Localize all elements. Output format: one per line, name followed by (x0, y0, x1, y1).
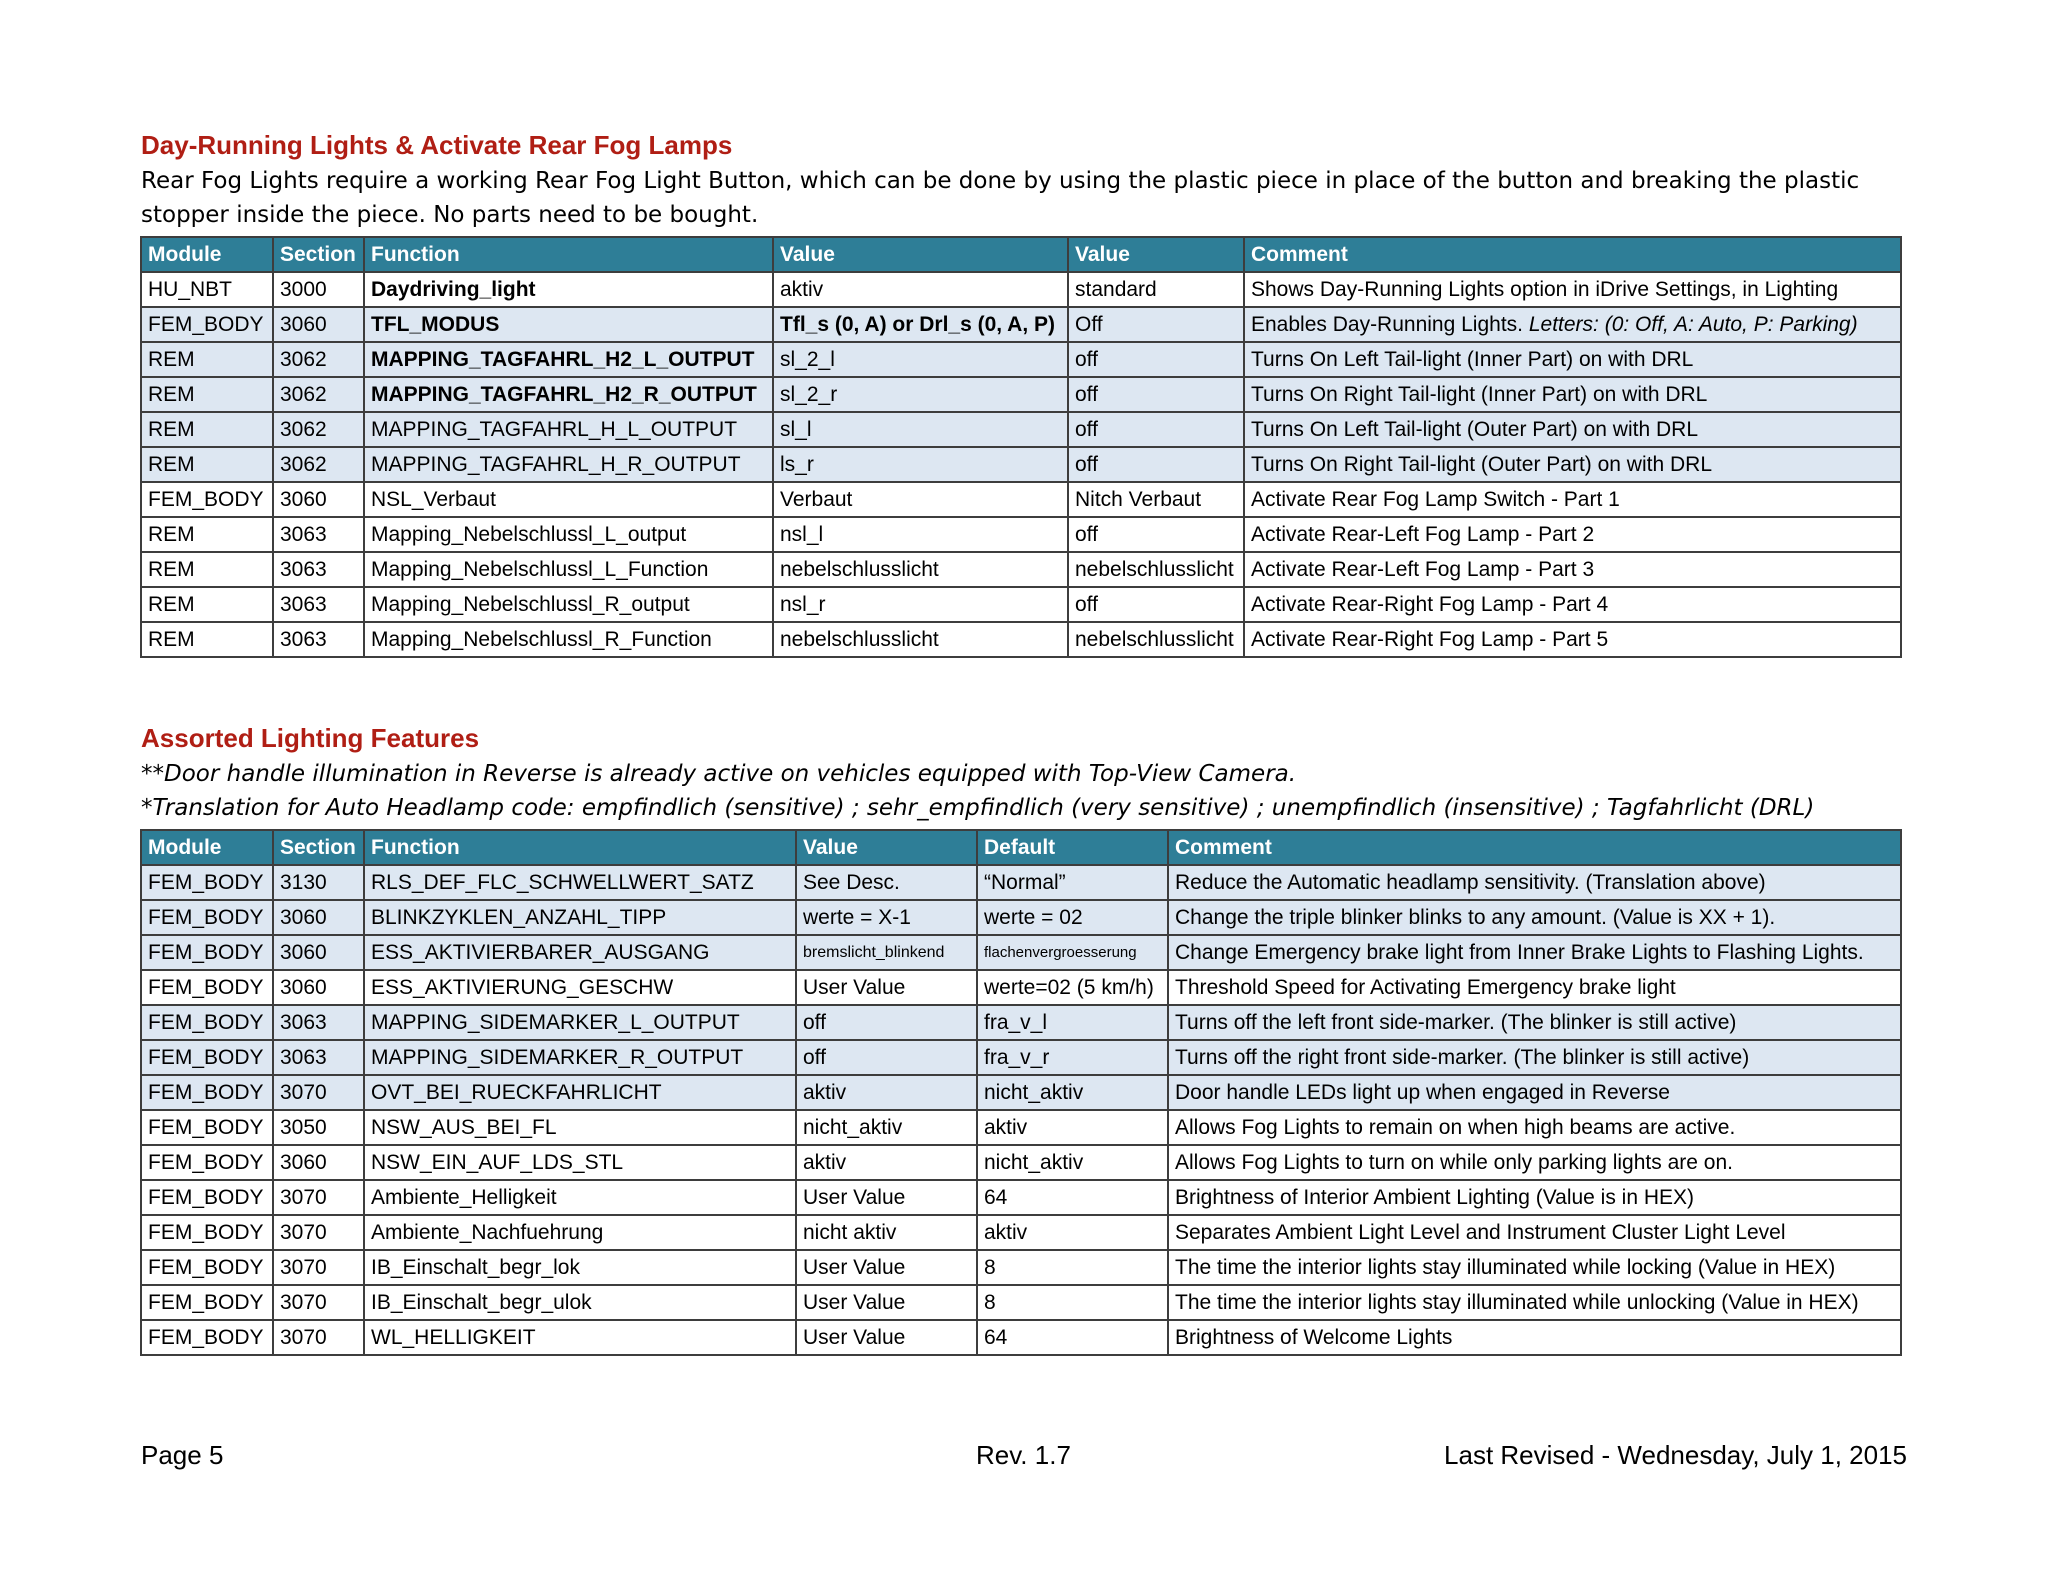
cell-value-2: off (1068, 447, 1244, 482)
header-section: Section (273, 237, 364, 272)
cell-function: IB_Einschalt_begr_ulok (364, 1285, 796, 1320)
cell-default: 64 (977, 1320, 1168, 1355)
cell-value: off (796, 1040, 977, 1075)
note-translation: *Translation for Auto Headlamp code: empfindlich (sensitive) ; sehr_empfindlich (very sensitive) ; unempfindlich (insensitive) ; Tagfahrlicht (DRL) (141, 795, 1815, 821)
cell-function: NSL_Verbaut (364, 482, 773, 517)
cell-function: MAPPING_TAGFAHRL_H2_L_OUTPUT (364, 342, 773, 377)
note-door-handle: **Door handle illumination in Reverse is already active on vehicles equipped with Top-View Camera. (141, 761, 1297, 787)
cell-value: nebelschlusslicht (773, 552, 1068, 587)
cell-value-2: off (1068, 377, 1244, 412)
cell-module: FEM_BODY (141, 482, 273, 517)
cell-function: MAPPING_SIDEMARKER_L_OUTPUT (364, 1005, 796, 1040)
table-row (141, 1180, 1901, 1215)
table-row (141, 482, 1901, 517)
cell-default: 8 (977, 1285, 1168, 1320)
cell-section: 3060 (273, 307, 364, 342)
table-row (141, 377, 1901, 412)
footer-last-revised: Last Revised - Wednesday, July 1, 2015 (1444, 1440, 1907, 1470)
cell-default: aktiv (977, 1215, 1168, 1250)
table-row (141, 1040, 1901, 1075)
cell-section: 3070 (273, 1180, 364, 1215)
cell-comment: Door handle LEDs light up when engaged in Reverse (1168, 1075, 1901, 1110)
cell-section: 3062 (273, 412, 364, 447)
cell-value: sl_2_l (773, 342, 1068, 377)
cell-module: REM (141, 552, 273, 587)
cell-section: 3000 (273, 272, 364, 307)
cell-function: Ambiente_Nachfuehrung (364, 1215, 796, 1250)
cell-function: Ambiente_Helligkeit (364, 1180, 796, 1215)
cell-value-2: off (1068, 517, 1244, 552)
cell-module: FEM_BODY (141, 307, 273, 342)
cell-module: FEM_BODY (141, 1040, 273, 1075)
cell-module: FEM_BODY (141, 1110, 273, 1145)
cell-module: FEM_BODY (141, 1320, 273, 1355)
table-header-row (141, 237, 1901, 272)
table-row (141, 1285, 1901, 1320)
table-row (141, 970, 1901, 1005)
cell-module: FEM_BODY (141, 935, 273, 970)
cell-comment: Shows Day-Running Lights option in iDrive Settings, in Lighting (1244, 272, 1901, 307)
cell-value-2: off (1068, 587, 1244, 622)
cell-value: aktiv (796, 1075, 977, 1110)
cell-function: IB_Einschalt_begr_lok (364, 1250, 796, 1285)
table-row (141, 935, 1901, 970)
table-row (141, 865, 1901, 900)
table-row (141, 1075, 1901, 1110)
section-title-assorted: Assorted Lighting Features (141, 723, 480, 753)
table-header-row (141, 830, 1901, 865)
cell-comment: Change the triple blinker blinks to any amount. (Value is XX + 1). (1168, 900, 1901, 935)
cell-value: User Value (796, 1180, 977, 1215)
table-row (141, 517, 1901, 552)
cell-value-2: Off (1068, 307, 1244, 342)
cell-default: “Normal” (977, 865, 1168, 900)
cell-comment: Turns On Left Tail-light (Inner Part) on with DRL (1244, 342, 1901, 377)
cell-section: 3060 (273, 970, 364, 1005)
cell-value: sl_l (773, 412, 1068, 447)
cell-comment: Turns On Right Tail-light (Outer Part) on with DRL (1244, 447, 1901, 482)
cell-function: NSW_EIN_AUF_LDS_STL (364, 1145, 796, 1180)
cell-function: WL_HELLIGKEIT (364, 1320, 796, 1355)
cell-function: ESS_AKTIVIERUNG_GESCHW (364, 970, 796, 1005)
cell-value: nsl_l (773, 517, 1068, 552)
cell-value-2: standard (1068, 272, 1244, 307)
header-section: Section (273, 830, 364, 865)
cell-section: 3063 (273, 1040, 364, 1075)
table-row (141, 1005, 1901, 1040)
cell-value: User Value (796, 1250, 977, 1285)
table-row (141, 552, 1901, 587)
cell-value-2: Nitch Verbaut (1068, 482, 1244, 517)
footer-page-number: Page 5 (141, 1440, 224, 1470)
cell-section: 3063 (273, 587, 364, 622)
cell-section: 3070 (273, 1250, 364, 1285)
cell-function: TFL_MODUS (364, 307, 773, 342)
cell-section: 3062 (273, 447, 364, 482)
cell-value-2: nebelschlusslicht (1068, 552, 1244, 587)
cell-function: Mapping_Nebelschlussl_L_output (364, 517, 773, 552)
cell-comment: Separates Ambient Light Level and Instrument Cluster Light Level (1168, 1215, 1901, 1250)
cell-function: RLS_DEF_FLC_SCHWELLWERT_SATZ (364, 865, 796, 900)
cell-section: 3063 (273, 1005, 364, 1040)
cell-section: 3060 (273, 900, 364, 935)
cell-section: 3060 (273, 935, 364, 970)
cell-comment: Change Emergency brake light from Inner Brake Lights to Flashing Lights. (1168, 935, 1901, 970)
cell-value: nsl_r (773, 587, 1068, 622)
cell-function: Mapping_Nebelschlussl_L_Function (364, 552, 773, 587)
cell-value: werte = X-1 (796, 900, 977, 935)
header-module: Module (141, 237, 273, 272)
cell-default: fra_v_r (977, 1040, 1168, 1075)
cell-value-2: off (1068, 412, 1244, 447)
table-row (141, 587, 1901, 622)
cell-section: 3060 (273, 1145, 364, 1180)
table-row (141, 1320, 1901, 1355)
cell-function: MAPPING_TAGFAHRL_H_L_OUTPUT (364, 412, 773, 447)
comment-note: Letters: (0: Off, A: Auto, P: Parking) (1528, 312, 1858, 336)
cell-function: ESS_AKTIVIERBARER_AUSGANG (364, 935, 796, 970)
table-row (141, 1215, 1901, 1250)
cell-value: off (796, 1005, 977, 1040)
header-comment: Comment (1168, 830, 1901, 865)
cell-default: flachenvergroesserung (977, 935, 1168, 970)
header-function: Function (364, 830, 796, 865)
cell-value: bremslicht_blinkend (796, 935, 977, 970)
cell-module: FEM_BODY (141, 1005, 273, 1040)
cell-default: 64 (977, 1180, 1168, 1215)
cell-section: 3070 (273, 1075, 364, 1110)
cell-function: NSW_AUS_BEI_FL (364, 1110, 796, 1145)
cell-comment: Turns On Right Tail-light (Inner Part) on with DRL (1244, 377, 1901, 412)
cell-section: 3062 (273, 342, 364, 377)
section-title-drl: Day-Running Lights & Activate Rear Fog Lamps (141, 130, 733, 160)
cell-value: User Value (796, 970, 977, 1005)
cell-section: 3063 (273, 517, 364, 552)
cell-comment: Reduce the Automatic headlamp sensitivity. (Translation above) (1168, 865, 1901, 900)
cell-section: 3063 (273, 552, 364, 587)
header-default: Default (977, 830, 1168, 865)
cell-value: aktiv (796, 1145, 977, 1180)
comment-text: Enables Day-Running Lights. (1251, 312, 1523, 336)
cell-default: werte = 02 (977, 900, 1168, 935)
cell-default: nicht_aktiv (977, 1145, 1168, 1180)
cell-module: REM (141, 342, 273, 377)
cell-module: FEM_BODY (141, 1215, 273, 1250)
cell-comment: Brightness of Interior Ambient Lighting (Value is in HEX) (1168, 1180, 1901, 1215)
cell-section: 3070 (273, 1320, 364, 1355)
cell-section: 3070 (273, 1285, 364, 1320)
table-row (141, 447, 1901, 482)
cell-default: werte=02 (5 km/h) (977, 970, 1168, 1005)
cell-default: nicht_aktiv (977, 1075, 1168, 1110)
cell-default: 8 (977, 1250, 1168, 1285)
cell-value: nicht_aktiv (796, 1110, 977, 1145)
cell-value: User Value (796, 1285, 977, 1320)
cell-comment: Activate Rear-Left Fog Lamp - Part 2 (1244, 517, 1901, 552)
cell-function: MAPPING_TAGFAHRL_H2_R_OUTPUT (364, 377, 773, 412)
cell-value: ls_r (773, 447, 1068, 482)
cell-module: REM (141, 412, 273, 447)
table-row (141, 272, 1901, 307)
cell-section: 3062 (273, 377, 364, 412)
header-value-2: Value (1068, 237, 1244, 272)
table-row (141, 307, 1901, 342)
cell-value: User Value (796, 1320, 977, 1355)
cell-module: FEM_BODY (141, 865, 273, 900)
cell-comment: Activate Rear-Right Fog Lamp - Part 5 (1244, 622, 1901, 657)
cell-value: nicht aktiv (796, 1215, 977, 1250)
cell-section: 3050 (273, 1110, 364, 1145)
cell-comment: The time the interior lights stay illuminated while locking (Value in HEX) (1168, 1250, 1901, 1285)
cell-module: FEM_BODY (141, 1250, 273, 1285)
section-description-drl: Rear Fog Lights require a working Rear Fog Light Button, which can be done by using the plastic piece in place of the button and breaking the plastic stopper inside the piece. No parts need to be bought. (141, 168, 1860, 228)
cell-module: REM (141, 622, 273, 657)
header-value: Value (796, 830, 977, 865)
cell-function: OVT_BEI_RUECKFAHRLICHT (364, 1075, 796, 1110)
cell-function: Mapping_Nebelschlussl_R_Function (364, 622, 773, 657)
cell-value: Verbaut (773, 482, 1068, 517)
header-function: Function (364, 237, 773, 272)
cell-value-2: off (1068, 342, 1244, 377)
cell-value: See Desc. (796, 865, 977, 900)
cell-value: nebelschlusslicht (773, 622, 1068, 657)
cell-value: sl_2_r (773, 377, 1068, 412)
footer-revision: Rev. 1.7 (976, 1440, 1071, 1470)
table-row (141, 900, 1901, 935)
cell-function: Daydriving_light (364, 272, 773, 307)
cell-module: FEM_BODY (141, 900, 273, 935)
assorted-lighting-table (140, 829, 1902, 1356)
table-row (141, 1250, 1901, 1285)
cell-comment: Allows Fog Lights to turn on while only parking lights are on. (1168, 1145, 1901, 1180)
cell-comment: Turns off the right front side-marker. (The blinker is still active) (1168, 1040, 1901, 1075)
cell-section: 3070 (273, 1215, 364, 1250)
table-row (141, 412, 1901, 447)
cell-section: 3060 (273, 482, 364, 517)
cell-function: MAPPING_SIDEMARKER_R_OUTPUT (364, 1040, 796, 1075)
cell-module: REM (141, 447, 273, 482)
cell-comment: The time the interior lights stay illuminated while unlocking (Value in HEX) (1168, 1285, 1901, 1320)
cell-module: FEM_BODY (141, 1180, 273, 1215)
table-row (141, 1110, 1901, 1145)
cell-comment: Turns off the left front side-marker. (The blinker is still active) (1168, 1005, 1901, 1040)
cell-value: aktiv (773, 272, 1068, 307)
cell-module: FEM_BODY (141, 1075, 273, 1110)
cell-function: BLINKZYKLEN_ANZAHL_TIPP (364, 900, 796, 935)
cell-function: MAPPING_TAGFAHRL_H_R_OUTPUT (364, 447, 773, 482)
cell-value: Tfl_s (0, A) or Drl_s (0, A, P) (773, 307, 1068, 342)
cell-comment: Activate Rear-Right Fog Lamp - Part 4 (1244, 587, 1901, 622)
header-value: Value (773, 237, 1068, 272)
cell-function: Mapping_Nebelschlussl_R_output (364, 587, 773, 622)
cell-value-2: nebelschlusslicht (1068, 622, 1244, 657)
cell-comment: Turns On Left Tail-light (Outer Part) on with DRL (1244, 412, 1901, 447)
cell-module: FEM_BODY (141, 1145, 273, 1180)
cell-comment: Allows Fog Lights to remain on when high beams are active. (1168, 1110, 1901, 1145)
header-comment: Comment (1244, 237, 1901, 272)
cell-section: 3130 (273, 865, 364, 900)
cell-comment: Threshold Speed for Activating Emergency brake light (1168, 970, 1901, 1005)
cell-comment: Activate Rear Fog Lamp Switch - Part 1 (1244, 482, 1901, 517)
table-row (141, 622, 1901, 657)
cell-module: HU_NBT (141, 272, 273, 307)
cell-module: FEM_BODY (141, 1285, 273, 1320)
cell-module: REM (141, 517, 273, 552)
cell-comment: Activate Rear-Left Fog Lamp - Part 3 (1244, 552, 1901, 587)
cell-module: REM (141, 377, 273, 412)
header-module: Module (141, 830, 273, 865)
table-row (141, 1145, 1901, 1180)
cell-section: 3063 (273, 622, 364, 657)
cell-default: fra_v_l (977, 1005, 1168, 1040)
table-row (141, 342, 1901, 377)
cell-module: REM (141, 587, 273, 622)
drl-fog-table (140, 236, 1902, 658)
cell-default: aktiv (977, 1110, 1168, 1145)
cell-module: FEM_BODY (141, 970, 273, 1005)
cell-comment: Brightness of Welcome Lights (1168, 1320, 1901, 1355)
cell-comment (1244, 307, 1901, 342)
